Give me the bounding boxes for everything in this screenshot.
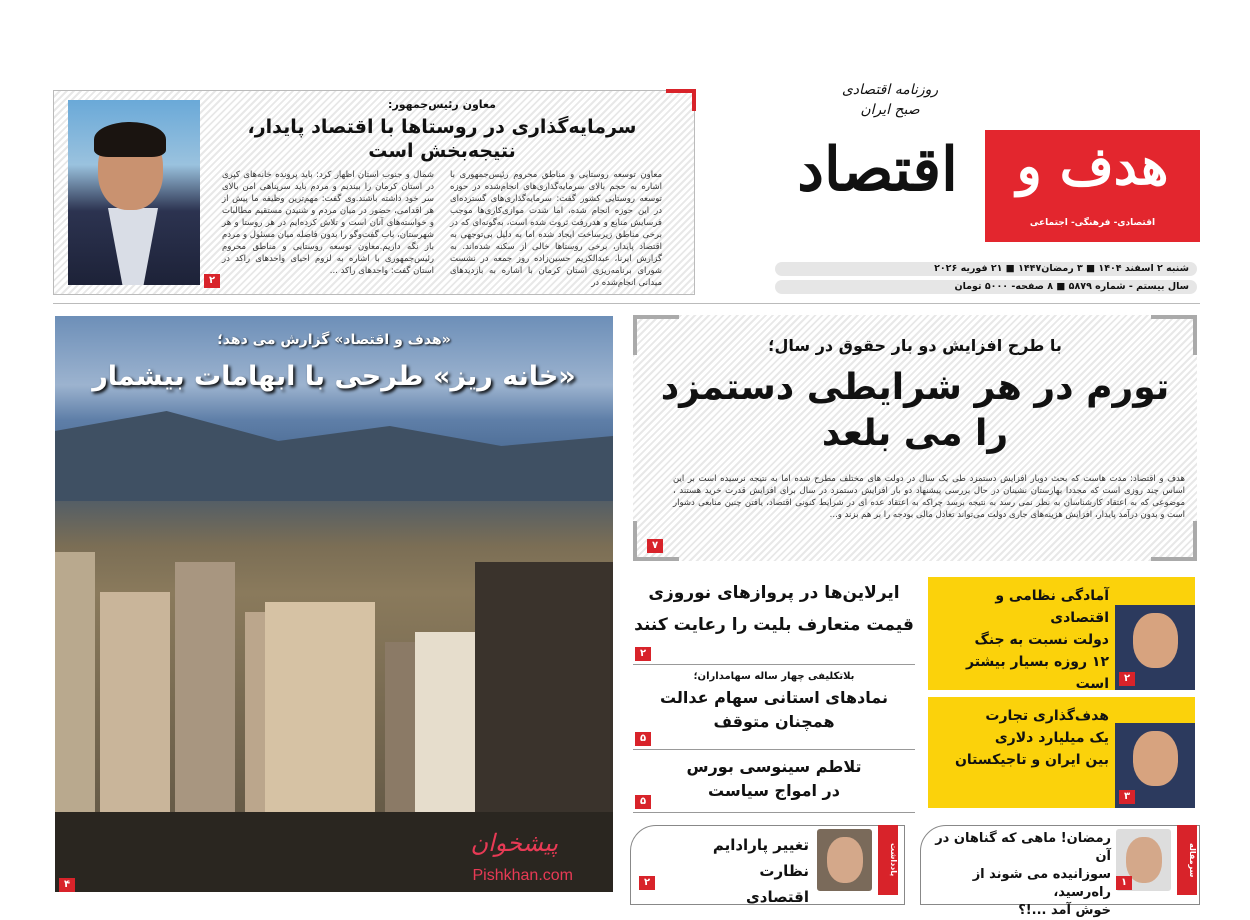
bracket: [1151, 521, 1197, 561]
main-story-kicker: با طرح افزایش دو بار حقوق در سال؛: [768, 336, 1062, 355]
watermark-logo: پیشخوان: [470, 829, 558, 857]
watermark-url: Pishkhan.com: [472, 867, 573, 884]
top-story-columns: [222, 169, 662, 289]
official-portrait-photo: [68, 100, 200, 285]
masthead-prefix: هدف و: [1016, 136, 1169, 197]
column-label: یادداشت: [878, 825, 898, 895]
masthead-tagline: روزنامه اقتصادی صبح ایران: [841, 82, 939, 118]
side-story[interactable]: بلاتکلیفی چهار ساله سهامداران؛ نمادهای استانی سهام عدالت همچنان متوقف ۵: [633, 665, 915, 750]
side-story[interactable]: ایرلاین‌ها در پروازهای نوروزی قیمت متعارف بلیت را رعایت کنند ۲: [633, 575, 915, 665]
top-story-column-left: شمال و جنوب استان اظهار کرد: باید پرونده خانه‌های کپری در استان کرمان را ببندیم و مردم باید سرپناهی امن بالای سر خود داشته باشند.وی گفت: مهم‌ترین وظیفه ما پیش از هر اقدامی، حضور در میان مردم و شنیدن مستقیم مطالبات و خواسته‌های آنان است و تلاش کرده‌ایم در هر روستا و هر شهرستان، باب گفت‌وگو را بدون فاصله میان مسئول و مردم باز نگه داریم.معاون توسعه روستایی و مناطق محروم رئیس‌جمهوری با اشاره به لزوم احیای واحدهای راکد در استان گفت: واحدهای راکد ...: [222, 170, 434, 276]
page-badge: ۲: [204, 274, 220, 288]
masthead-title: اقتصاد: [797, 135, 958, 205]
page-badge: ۷: [647, 539, 663, 553]
editorial-label: سرمقاله: [1177, 825, 1197, 895]
photo-story-kicker: «هدف و اقتصاد» گزارش می دهد؛: [217, 332, 451, 348]
column-headline: تغییر پارادایم نظارت اقتصادی: [712, 836, 809, 906]
main-story[interactable]: [633, 315, 1197, 561]
column-box[interactable]: [630, 825, 905, 905]
issue-line: سال بیستم - شماره ۵۸۷۹ ■ ۸ صفحه- ۵۰۰۰ تومان: [775, 280, 1197, 294]
top-story-column-right: معاون توسعه روستایی و مناطق محروم رئیس‌جمهوری با اشاره به حجم بالای سرمایه‌گذاری‌های انجام‌شده در حوزه توسعه روستایی کشور گفت: سرمایه‌گذاری‌های گسترده‌ای در این حوزه انجام شده، اما شدت موازی‌کاری‌ها موجب فرسایش منابع و هدررفت ثروت شده است، به‌گونه‌ای که در برخی مناطق زیرساخت ایجاد شده اما به دلیل بی‌توجهی به اقتصاد پایدار، برخی روستاها خالی از سکنه شده‌اند. به گزارش ایرنا، عبدالکریم حسین‌زاده روز جمعه در نشست شورای برنامه‌ریزی استان کرمان با اشاره به بازدیدهای میدانی انجام‌شده در: [450, 170, 662, 288]
corner-accent: [666, 89, 696, 111]
side-story[interactable]: تلاطم سینوسی بورس در امواج سیاست ۵: [633, 750, 915, 813]
photo-story-headline[interactable]: «خانه ریز» طرحی با ابهامات بیشمار: [92, 361, 576, 392]
yellow-story-box[interactable]: [928, 697, 1195, 808]
photo-story[interactable]: [55, 316, 613, 892]
yellow-story-headline: هدف‌گذاری تجارت یک میلیارد دلاری بین ایران و تاجیکستان: [954, 708, 1109, 768]
page-badge: ۳: [1119, 790, 1135, 804]
page-badge: ۲: [635, 647, 651, 661]
top-story-headline[interactable]: سرمایه‌گذاری در روستاها با اقتصاد پایدار، نتیجه‌بخش است: [247, 116, 637, 162]
main-story-headline[interactable]: تورم در هر شرایطی دستمزد را می بلعد: [660, 367, 1170, 454]
top-story-content: [222, 97, 662, 289]
page-badge: ۵: [635, 732, 651, 746]
main-story-body: هدف و اقتصاد: مدت هاست که بحث دوبار افزایش دستمزد طی یک سال در دولت های مختلف مطرح شده اما به نتیجه نرسیده است بر این اساس چند روزی است که مجددا بهارستان نشینان در حال بررسی پیشنهاد دو بار افزایش دستمزد در سال برای افزایش قدرت خرید هستند ، موضوعی که به اعتقاد کارشناسان به نظر نمی رسد به نتیجه برسد چراکه به اعتقاد عده ای در شرایط کنونی اقتصاد، یافتن چنین منابعی دشوار است و بدون درآمد پایدار، افزایش هزینه‌های جاری دولت می‌تواند تعادل مالی بودجه را بر هم بزند و...: [673, 474, 1185, 520]
page-badge: ۲: [1119, 672, 1135, 686]
page-badge: ۵: [635, 795, 651, 809]
masthead-subtitle: اقتصادی- فرهنگی- اجتماعی: [1029, 218, 1156, 228]
top-story-kicker: معاون رئیس‌جمهور:: [388, 98, 496, 111]
date-line: شنبه ۲ اسفند ۱۴۰۴ ■ ۳ رمضان۱۴۴۷ ■ ۲۱ فوریه ۲۰۲۶: [775, 262, 1197, 276]
divider: [53, 303, 1200, 304]
editorial-box[interactable]: [920, 825, 1200, 918]
columnist-photo: [817, 829, 872, 891]
editorial-headline: رمضان! ماهی که گناهان در آن سوزانیده می شوند از راه‌رسید، خوش آمد ...!؟: [935, 831, 1111, 918]
page-badge: ۲: [639, 876, 655, 890]
page-badge: ۱: [1116, 876, 1132, 890]
yellow-story-box[interactable]: [928, 577, 1195, 690]
yellow-story-headline: آمادگی نظامی و اقتصادی دولت نسبت به جنگ ۱۲ روزه بسیار بیشتر است: [966, 588, 1109, 692]
masthead-logo: [775, 80, 1200, 252]
page-badge: ۴: [59, 878, 75, 892]
